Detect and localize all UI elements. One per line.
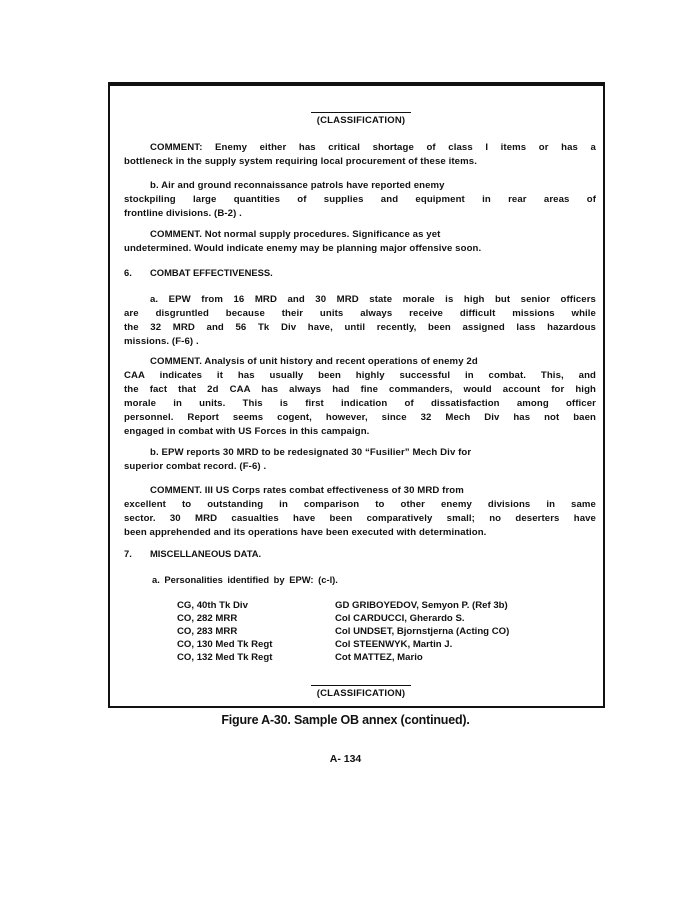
personalities-names xyxy=(335,599,509,664)
page-number: A- 134 xyxy=(329,753,362,765)
comment-supply-line-2: bottleneck in the supply system requiring local procurement of these items. xyxy=(124,156,477,167)
para-b-recon: b. Air and ground reconnaissance patrols have reported enemy stockpiling large quantities of supplies and equipment in rear areas of frontline divisions. (B-2) . xyxy=(124,180,596,219)
name-row: Col UNDSET, Bjornstjerna (Acting CO) xyxy=(335,626,510,637)
section-6-heading: 6. COMBAT EFFECTIVENESS. xyxy=(124,267,273,278)
unit-row: CO, 132 Med Tk Regt xyxy=(177,652,273,663)
para-b-fusilier: b. EPW reports 30 MRD to be redesignated 30 “Fusilier” Mech Div for superior combat record. (F-6) . xyxy=(124,447,472,472)
section-7-heading: 7. MISCELLANEOUS DATA. xyxy=(124,548,262,559)
comment-supply-procedures: COMMENT. Not normal supply procedures. Significance as yet undetermined. Would indicate enemy may be planning major offensive soon. xyxy=(124,229,482,254)
comment-supply-line-1: COMMENT: Enemy either has critical shortage of class I items or has a xyxy=(150,142,596,153)
unit-row: CO, 282 MRR xyxy=(177,613,238,624)
name-row: GD GRIBOYEDOV, Semyon P. (Ref 3b) xyxy=(335,600,508,611)
para-a-epw-morale: a. EPW from 16 MRD and 30 MRD state morale is high but senior officers are disgruntled because their units always receive difficult missions while the 32 MRD and 56 Tk Div have, until recently, been assigned lass hazardous missions. (F-6) . xyxy=(124,294,596,347)
name-row: Col CARDUCCI, Gherardo S. xyxy=(335,613,465,624)
unit-row: CO, 130 Med Tk Regt xyxy=(177,639,273,650)
comment-unit-history: COMMENT. Analysis of unit history and recent operations of enemy 2d CAA indicates it has usually been highly successful in combat. This, and the fact that 2d CAA has always had fine commanders, would account for high morale in units. This is first indication of dissatisfaction among officer personnel. Report seems cogent, however, since 32 Mech Div has not baen engaged in combat with US Forces in this campaign. xyxy=(124,356,596,437)
unit-row: CG, 40th Tk Div xyxy=(177,600,248,611)
name-row: Cot MATTEZ, Mario xyxy=(335,652,423,663)
personalities-units xyxy=(177,599,272,664)
classification-bottom: (CLASSIFICATION) xyxy=(291,685,431,699)
section-7a: a. Personalities identified by EPW: (c-l). xyxy=(152,574,338,585)
figure-caption: Figure A-30. Sample OB annex (continued). xyxy=(221,713,470,727)
classification-top: (CLASSIFICATION) xyxy=(291,112,431,126)
comment-supply xyxy=(124,141,596,169)
unit-row: CO, 283 MRR xyxy=(177,626,238,637)
comment-combat-effectiveness: COMMENT. III US Corps rates combat effectiveness of 30 MRD from excellent to outstanding in comparison to other enemy divisions in same sector. 30 MRD casualties have been comparatively small; no deserters have been apprehended and its operations have been executed with determination. xyxy=(124,485,596,538)
name-row: Col STEENWYK, Martin J. xyxy=(335,639,453,650)
